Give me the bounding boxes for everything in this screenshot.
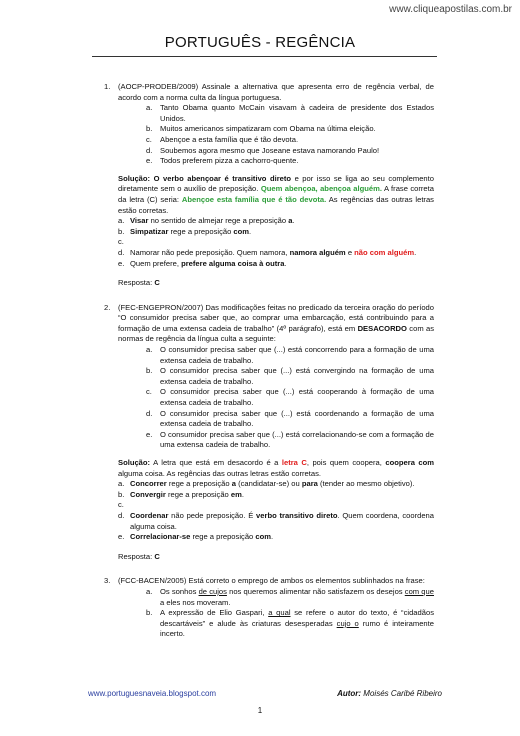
- option-text: Abençoe a esta família que é tão devota.: [160, 134, 299, 144]
- q1-option-d: [146, 146, 434, 157]
- q3-option-b: [146, 608, 434, 640]
- text: com as normas de regência da língua culta a seguinte:: [118, 323, 434, 344]
- solution-bold-text: O verbo abençoar é transitivo direto: [153, 173, 292, 183]
- q1-option-b: [146, 124, 434, 135]
- q2-option-d: [146, 409, 434, 430]
- text: no sentido de almejar rege a preposição: [148, 216, 289, 226]
- text: .: [271, 532, 274, 542]
- q2-answer: [118, 552, 434, 563]
- option-text: [130, 500, 434, 511]
- footer-author: [337, 689, 442, 698]
- bold-term: Coordenar: [130, 510, 169, 520]
- answer-value: C: [154, 551, 160, 561]
- bold-term: DESACORDO: [357, 323, 407, 333]
- bold-term: em: [230, 489, 242, 499]
- option-text: O consumidor precisa saber que (...) está cooperando à formação de uma extensa cadeia de trabalho.: [160, 387, 434, 408]
- q3-option-a: [146, 587, 434, 608]
- option-text: Muitos americanos simpatizaram com Obama na última eleição.: [160, 124, 376, 134]
- option-letter: d.: [146, 408, 153, 418]
- question-3-body: [118, 576, 434, 640]
- option-letter: b.: [146, 124, 153, 134]
- source-site-url[interactable]: www.cliqueapostilas.com.br: [389, 4, 512, 15]
- q1-sol-b: [118, 227, 434, 238]
- option-letter: e.: [118, 258, 125, 268]
- author-name: Moisés Caribé Ribeiro: [361, 689, 442, 698]
- option-letter: b.: [146, 366, 153, 376]
- underlined-term: a qual: [268, 608, 291, 618]
- text: .: [249, 226, 252, 236]
- bold-term: verbo transitivo direto: [256, 510, 338, 520]
- question-number: 3.: [104, 576, 111, 586]
- q1-option-a: [146, 103, 434, 124]
- text: a eles nos moveram.: [160, 597, 231, 607]
- question-number: 2.: [104, 302, 111, 312]
- question-2-body: [118, 303, 434, 563]
- option-text: [130, 511, 434, 532]
- text: .: [284, 258, 287, 268]
- text: nos queremos alimentar não satisfazem os desejos: [226, 586, 405, 596]
- q2-option-a: [146, 345, 434, 366]
- bold-term: Convergir: [130, 489, 166, 499]
- option-text: Soubemos agora mesmo que Joseane estava namorando Paulo!: [160, 145, 380, 155]
- underlined-term: de cujos: [198, 586, 227, 596]
- q2-option-c: [146, 387, 434, 408]
- solution-label: Solução:: [118, 458, 151, 467]
- bold-term: prefere alguma coisa à outra: [181, 258, 285, 268]
- q1-solution: [118, 174, 434, 216]
- page-number: 1: [257, 706, 263, 715]
- option-text: [130, 479, 434, 490]
- question-1-body: [118, 82, 434, 289]
- option-text: O consumidor precisa saber que (...) está concorrendo para a formação de uma extensa cadeia de trabalho.: [160, 345, 434, 365]
- document-body: [104, 82, 434, 640]
- option-letter: c.: [118, 237, 124, 247]
- option-letter: e.: [146, 156, 153, 166]
- option-letter: a.: [146, 103, 153, 113]
- bold-term: para: [301, 479, 318, 489]
- text: se refere o autor do texto, é “cidadãos descartáveis” e alude às criaturas desesperadas: [160, 608, 434, 628]
- q1-sol-d: [118, 248, 434, 259]
- option-letter: c.: [118, 500, 124, 510]
- bold-term: namora alguém: [289, 247, 346, 257]
- q2-option-e: [146, 430, 434, 451]
- option-text: O consumidor precisa saber que (...) está coordenando a formação de uma extensa cadeia de trabalho.: [160, 408, 434, 429]
- text: .: [241, 489, 244, 499]
- text: Namorar não pede preposição. Quem namora,: [130, 247, 290, 257]
- text: .: [414, 247, 417, 257]
- red-highlight: letra C: [281, 458, 307, 467]
- option-text: [160, 587, 434, 608]
- q2-sol-a: [118, 479, 434, 490]
- solution-label: Solução:: [118, 173, 151, 183]
- option-letter: e.: [146, 429, 153, 439]
- q1-answer: [118, 278, 434, 289]
- q2-sol-e: [118, 532, 434, 543]
- q2-option-b: [146, 366, 434, 387]
- option-text: [130, 532, 434, 543]
- solution-text: , pois quem coopera,: [306, 458, 386, 467]
- footer-blog-link[interactable]: www.portuguesnaveia.blogspot.com: [88, 689, 217, 698]
- q1-sol-e: [118, 259, 434, 270]
- option-letter: d.: [118, 247, 125, 257]
- text: rege a preposição: [165, 489, 231, 499]
- option-text: [160, 608, 434, 640]
- bold-term: Visar: [130, 216, 149, 226]
- q1-sol-c: [118, 237, 434, 248]
- q1-sol-a: [118, 216, 434, 227]
- red-highlight: não com alguém: [354, 247, 415, 257]
- underlined-term: cujo o: [336, 618, 359, 628]
- text: . Quem coordena, coordena alguma coisa.: [130, 510, 434, 531]
- question-3-prompt: (FCC-BACEN/2005) Está correto o emprego de ambos os elementos sublinhados na frase:: [118, 576, 425, 586]
- question-1: [104, 82, 434, 289]
- text: rege a preposição: [168, 226, 234, 236]
- option-letter: b.: [118, 489, 125, 499]
- option-letter: b.: [118, 226, 125, 236]
- bold-term: a: [288, 216, 293, 226]
- bold-term: Correlacionar-se: [130, 532, 191, 542]
- option-letter: a.: [146, 345, 153, 355]
- option-letter: d.: [118, 510, 125, 520]
- bold-term: Simpatizar: [130, 226, 169, 236]
- answer-value: C: [154, 278, 160, 288]
- bold-term: com: [233, 226, 250, 236]
- solution-highlight-green: Abençoe esta família que é tão devota.: [181, 194, 327, 204]
- solution-text: A letra que está em desacordo é a: [150, 458, 282, 467]
- q2-sol-d: [118, 511, 434, 532]
- text: rege a preposição: [166, 479, 232, 489]
- solution-text: A frase correta da letra (C) seria:: [118, 184, 434, 204]
- text: .: [292, 216, 295, 226]
- option-letter: e.: [118, 532, 125, 542]
- bold-term: a: [231, 479, 236, 489]
- question-1-prompt: (AOCP-PRODEB/2009) Assinale a alternativa que apresenta erro de regência verbal, de acordo com a norma culta da língua portuguesa.: [118, 82, 434, 102]
- option-text: [130, 216, 434, 227]
- q2-sol-b: [118, 490, 434, 501]
- question-2-prompt: [118, 303, 434, 345]
- text: rumo é inteiramente incerto.: [160, 618, 434, 639]
- solution-highlight-green: Quem abençoa, abençoa alguém.: [260, 184, 382, 194]
- q1-option-c: [146, 135, 434, 146]
- text: A expressão de Elio Gaspari,: [160, 608, 269, 618]
- title-divider: [92, 56, 437, 57]
- text: e: [345, 247, 355, 257]
- option-text: [130, 259, 434, 270]
- q1-solution-items: [118, 216, 434, 269]
- question-number: 1.: [104, 82, 111, 91]
- bold-term: com: [255, 532, 271, 542]
- text: Os sonhos: [160, 586, 199, 596]
- option-text: Todos preferem pizza a cachorro-quente.: [160, 156, 299, 166]
- option-letter: d.: [146, 145, 153, 155]
- solution-text: alguma coisa. As regências das outras letras estão corretas.: [118, 468, 322, 478]
- answer-label: Resposta:: [118, 551, 155, 561]
- option-text: [130, 227, 434, 238]
- answer-label: Resposta:: [118, 278, 155, 288]
- solution-text: e por isso se liga ao seu complemento diretamente sem o auxílio de preposição.: [118, 173, 434, 194]
- author-label: Autor:: [337, 689, 362, 698]
- q2-sol-c: [118, 500, 434, 511]
- question-3: [104, 576, 434, 640]
- option-letter: c.: [146, 387, 152, 397]
- bold-term: coopera com: [385, 458, 435, 467]
- option-text: O consumidor precisa saber que (...) está convergindo na formação de uma extensa cadeia de trabalho.: [160, 366, 434, 386]
- bold-term: Concorrer: [130, 479, 167, 489]
- option-text: O consumidor precisa saber que (...) está correlacionando-se com a formação de uma extensa cadeia de trabalho.: [160, 429, 434, 450]
- text: (FEC-ENGEPRON/2007) Das modificações feitas no predicado da terceira oração do período “O consumidor precisa saber que, ao comprar uma embarcação, está contribuindo para a formação de uma extensa cadeia de trabalho” (4º parágrafo), está em: [118, 302, 434, 333]
- solution-text: As regências das outras letras estão corretas.: [118, 194, 434, 215]
- text: (tender ao mesmo objetivo).: [317, 479, 415, 489]
- option-letter: a.: [146, 586, 153, 596]
- option-letter: a.: [118, 216, 125, 226]
- page-title: PORTUGUÊS - REGÊNCIA: [164, 34, 356, 51]
- question-3-options: [146, 587, 434, 640]
- underlined-term: com que: [404, 586, 434, 596]
- text: não pede preposição. É: [168, 510, 257, 520]
- option-letter: c.: [146, 134, 152, 144]
- question-1-options: [146, 103, 434, 167]
- option-text: [130, 237, 434, 248]
- question-2-options: [146, 345, 434, 451]
- option-letter: b.: [146, 608, 153, 618]
- text: rege a preposição: [190, 532, 256, 542]
- option-text: [130, 248, 434, 259]
- question-2: [104, 303, 434, 563]
- text: (candidatar-se) ou: [235, 479, 302, 489]
- text: Quem prefere,: [130, 258, 182, 268]
- q2-solution-items: [118, 479, 434, 543]
- option-text: Tanto Obama quanto McCain visavam à cadeira de presidente dos Estados Unidos.: [160, 103, 434, 123]
- q1-option-e: [146, 156, 434, 167]
- option-letter: a.: [118, 479, 125, 489]
- option-text: [130, 490, 434, 501]
- q2-solution: [118, 458, 434, 479]
